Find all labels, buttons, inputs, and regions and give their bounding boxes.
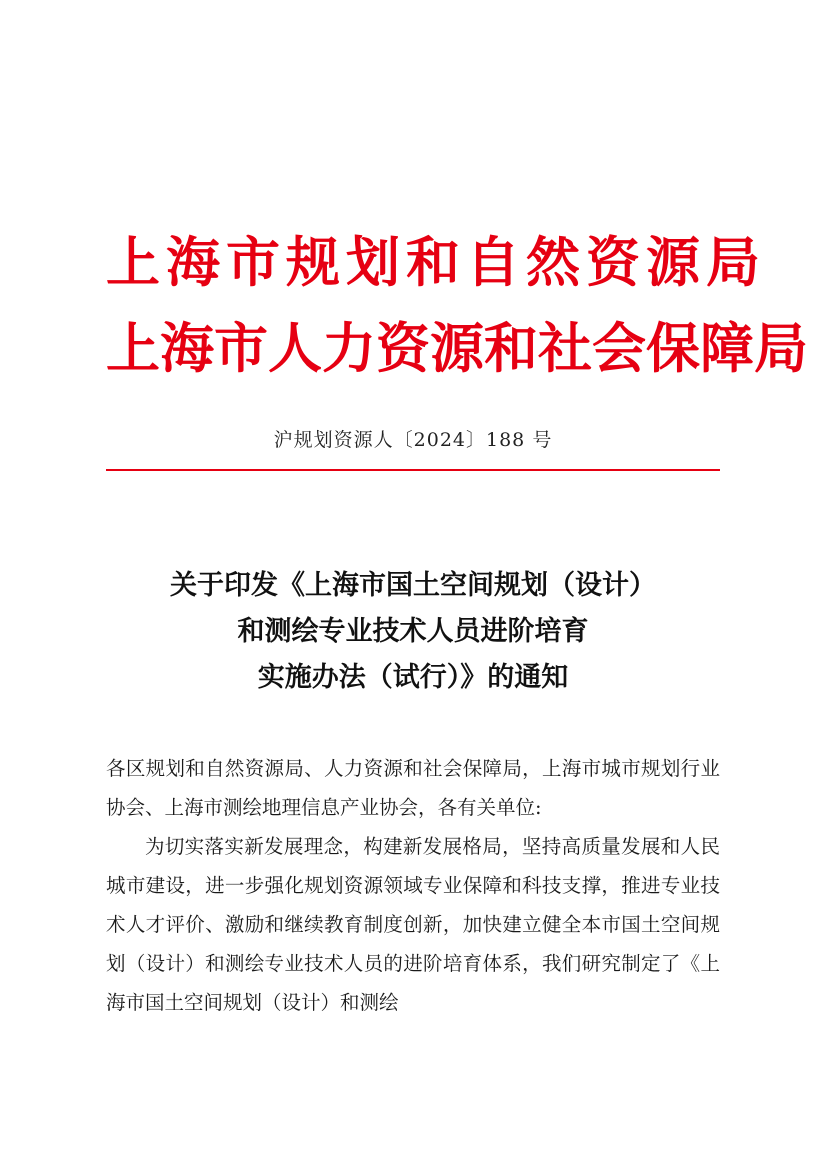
issuing-agency-2: 上海市人力资源和社会保障局 <box>106 316 808 380</box>
body-paragraph-1: 为切实落实新发展理念，构建新发展格局，坚持高质量发展和人民城市建设，进一步强化规划资源领域专业保障和科技支撑，推进专业技术人才评价、激励和继续教育制度创新，加快建立健全本市国土空间规划（设计）和测绘专业技术人员的进阶培育体系，我们研究制定了《上海市国土空间规划（设计）和测绘 <box>106 835 720 1014</box>
document-number: 沪规划资源人〔2024〕188 号 <box>273 429 553 451</box>
title-line-2: 和测绘专业技术人员进阶培育 <box>237 616 589 647</box>
issuing-agency-1: 上海市规划和自然资源局 <box>106 230 766 294</box>
title-line-1: 关于印发《上海市国土空间规划（设计） <box>170 570 656 601</box>
addressee-paragraph: 各区规划和自然资源局、人力资源和社会保障局，上海市城市规划行业协会、上海市测绘地理信息产业协会，各有关单位: <box>106 757 720 819</box>
document-body <box>106 749 720 1022</box>
title-line-3: 实施办法（试行）》的通知 <box>257 662 569 693</box>
red-divider-line <box>106 469 720 471</box>
document-title <box>0 563 826 701</box>
